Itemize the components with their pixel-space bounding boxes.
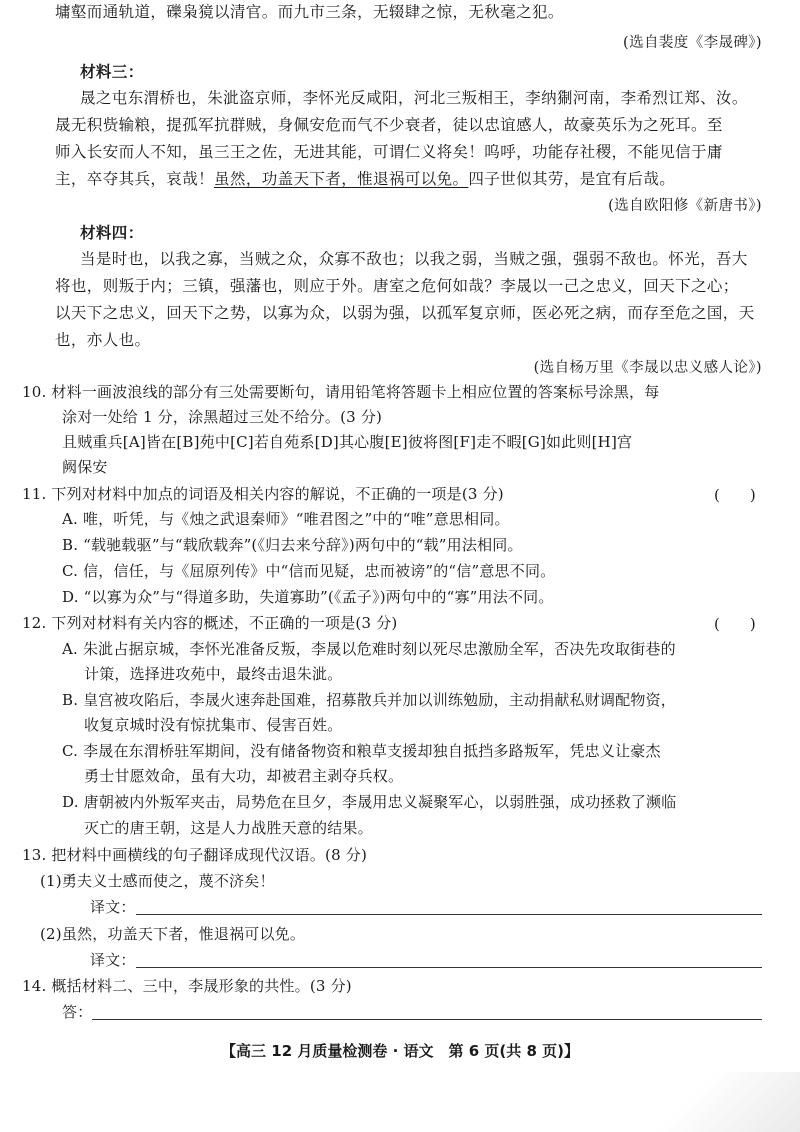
source-material-3: (选自欧阳修《新唐书》) xyxy=(608,198,762,214)
q12-option-c-line-2: 勇士甘愿效命，虽有大功，却被君主剥夺兵权。 xyxy=(84,767,404,785)
q11-answer-bracket[interactable]: ( ) xyxy=(714,486,756,504)
source-material-2: (选自裴度《李晟碑》) xyxy=(623,35,762,51)
q13-answer-line-1[interactable] xyxy=(136,914,762,915)
q11-stem: 11. 下列对材料中加点的词语及相关内容的解说，不正确的一项是(3 分) xyxy=(22,485,504,503)
q12-option-c-line-1: C. 李晟在东渭桥驻军期间，没有储备物资和粮草支援却独自抵挡多路叛军，凭忠义让豪杰 xyxy=(62,742,661,760)
q13-sentence-1: (1)勇夫义士感而使之，蔑不济矣！ xyxy=(40,872,275,890)
source-material-4: (选自杨万里《李晟以忠义感人论》) xyxy=(533,360,762,376)
q13-answer-line-2[interactable] xyxy=(136,967,762,968)
q13-sentence-2: (2)虽然，功盖天下者，惟退祸可以免。 xyxy=(40,925,306,943)
material-4-line-4: 也，亦人也。 xyxy=(55,331,151,349)
q11-option-b: B. “载驰载驱”与“载欣载奔”(《归去来兮辞》)两句中的“载”用法相同。 xyxy=(62,536,523,554)
q12-option-d-line-2: 灭亡的唐王朝，这是人力战胜天意的结果。 xyxy=(84,819,373,837)
q12-answer-bracket[interactable]: ( ) xyxy=(714,615,756,633)
material-3-line-1: 晟之屯东渭桥也，朱泚盗京师，李怀光反咸阳，河北三叛相王，李纳猘河南，李希烈讧郑、汝。 xyxy=(80,89,748,107)
material-3-line-4-end: 四子世似其劳，是宜有后哉。 xyxy=(468,170,676,188)
material-3-line-2: 晟无积赀输粮，提孤军抗群贼，身佩安危而气不少衰者，徒以忠谊感人，故豪英乐为之死耳。至 xyxy=(55,116,723,134)
q12-option-d-line-1: D. 唐朝被内外叛军夹击，局势危在旦夕，李晟用忠义凝聚军心，以弱胜强，成功拯救了濒临 xyxy=(62,793,677,811)
material-4-line-1: 当是时也，以我之寡，当贼之众，众寡不敌也；以我之弱，当贼之强，强弱不敌也。怀光，吾大 xyxy=(80,250,748,268)
q14-answer-label: 答： xyxy=(62,1003,93,1021)
q10-stem-line-2: 涂对一处给 1 分，涂黑超过三处不给分。(3 分) xyxy=(62,408,383,426)
material-4-heading: 材料四： xyxy=(80,223,144,242)
underlined-sentence: 虽然，功盖天下者，惟退祸可以免。 xyxy=(214,170,469,188)
q12-option-a-line-1: A. 朱泚占据京城，李怀光准备反叛，李晟以危难时刻以死尽忠激励全军，否决先攻取街巷的 xyxy=(62,640,676,658)
q10-options-line-2: 阙保安 xyxy=(62,458,108,476)
q12-option-a-line-2: 计策，选择进攻苑中，最终击退朱泚。 xyxy=(84,665,343,683)
material-3-line-4-start: 主，卒夺其兵，哀哉！ xyxy=(55,170,215,188)
q10-options-line-1: 且贼重兵[A]皆在[B]苑中[C]若自苑系[D]其心腹[E]彼将图[F]走不暇[G]如此则[H]宫 xyxy=(62,433,633,451)
q12-option-b-line-2: 收复京城时没有惊扰集市、侵害百姓。 xyxy=(84,716,343,734)
material-3-line-4 xyxy=(55,169,675,189)
q12-stem: 12. 下列对材料有关内容的概述，不正确的一项是(3 分) xyxy=(22,614,398,632)
page-footer: 【高三 12 月质量检测卷 · 语文 第 6 页(共 8 页)】 xyxy=(221,1042,579,1060)
q14-answer-line[interactable] xyxy=(92,1019,762,1020)
q13-translation-label-2: 译文： xyxy=(90,951,136,969)
q10-stem-line-1: 10. 材料一画波浪线的部分有三处需要断句，请用铅笔将答题卡上相应位置的答案标号涂黑，每 xyxy=(22,383,660,401)
q11-option-d: D. “以寡为众”与“得道多助，失道寡助”(《孟子》)两句中的“寡”用法不同。 xyxy=(62,588,554,606)
q11-option-c: C. 信，信任，与《屈原列传》中“信而见疑，忠而被谤”的“信”意思不同。 xyxy=(62,562,556,580)
q14-stem: 14. 概括材料二、三中，李晟形象的共性。(3 分) xyxy=(22,977,352,995)
passage-line-top: 墉壑而通轨道，礫枭獍以清官。而九市三条，无辍肆之惊，无秋毫之犯。 xyxy=(55,3,564,21)
material-3-line-3: 师入长安而人不知，虽三王之佐，无进其能，可谓仁义将矣！呜呼，功能存社稷，不能见信于庸 xyxy=(55,143,723,161)
q12-option-b-line-1: B. 皇宫被攻陷后，李晟火速奔赴国难，招募散兵并加以训练勉励，主动捐献私财调配物资， xyxy=(62,691,676,709)
material-4-line-3: 以天下之忠义，回天下之势，以寡为众，以弱为强，以孤军复京师，医必死之病，而存至危之国，天 xyxy=(55,304,755,322)
q11-option-a: A. 唯，听凭，与《烛之武退秦师》“唯君图之”中的“唯”意思相同。 xyxy=(62,510,510,528)
q13-stem: 13. 把材料中画横线的句子翻译成现代汉语。(8 分) xyxy=(22,846,368,864)
page-corner-shadow xyxy=(650,1072,800,1132)
q13-translation-label-1: 译文： xyxy=(90,898,136,916)
material-3-heading: 材料三： xyxy=(80,62,144,81)
material-4-line-2: 将也，则叛于内；三镇，强藩也，则应于外。唐室之危何如哉？李晟以一己之忠义，回天下之心； xyxy=(55,277,739,295)
